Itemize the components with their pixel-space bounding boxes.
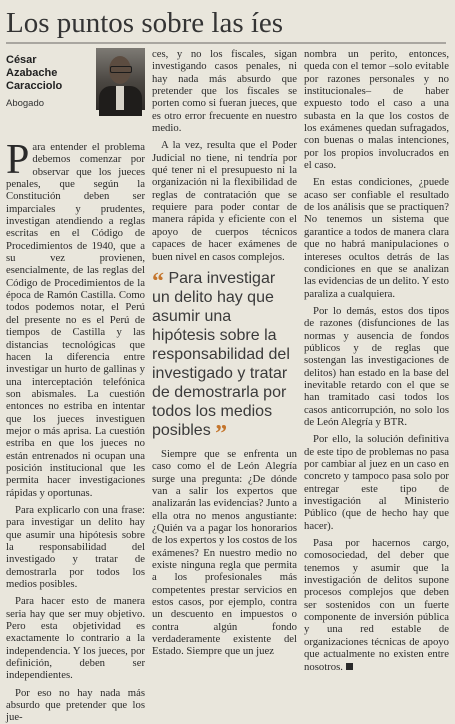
- article-paragraph: En estas condiciones, ¿puede acaso ser confiable el resultado de los análisis que se practiquen? No tenemos un sistema que garantice a todos de manera clara que no habrá manipulaciones o intereses ocultos detrás de las condiciones en que se analizan las evidencias de un delito. Y esto paraliza a cualquiera.: [304, 176, 449, 300]
- article-paragraph: Para hacer esto de manera seria hay que ser muy objetivo. Pero esta objetividad es exactamente lo contrario a la independencia. Y los jueces, por definición, deben ser independientes.: [6, 595, 145, 682]
- author-name-line: César: [6, 54, 37, 66]
- author-block: [6, 48, 145, 138]
- article-paragraph: nombra un perito, entonces, queda con el temor –solo evitable por razones personales y no institucionales– de haber expuesto todo el caso a una subasta en la que los costos de los exámenes quedan sufragados, con buenas o malas intenciones, por los propios involucrados en el caso.: [304, 48, 449, 172]
- headline: Los puntos sobre las íes: [6, 7, 284, 39]
- end-mark-icon: [346, 663, 353, 670]
- article-paragraph: Por eso no hay nada más absurdo que pretender que los jue-: [6, 686, 145, 724]
- paragraph-text: ara entender el problema debemos comenzar por observar que los jueces penales, que según la Constitución deben ser imparciales y prudentes, investigan atendiendo a reglas escritas en el Código de Procedimientos de 1940, que a su vez provienen, esencialmente, de las reglas del Código de Procedimientos de la época de Ramón Castilla. Como todos podemos notar, el Perú del presente no es el Perú de tiempos de Castilla y las distancias tecnológicas que hacen la diferencia entre investigar un hurto de gallinas y una interceptación telefónica son abismales. La cuestión entonces no estriba en intentar que los jueces investiguen mejor o más aprisa. La cuestión estriba en que los jueces no están entrenados ni ocupan una posición institucional que les permita hacer investigaciones rápidas y oportunas.: [6, 141, 145, 499]
- article-paragraph: Para explicarlo con una frase: para investigar un delito hay que asumir una hipótesis sobre la responsabilidad del investigado y tratar de demostrarla por todos los medios posibles.: [6, 503, 145, 591]
- article-paragraph: Por ello, la solución definitiva de este tipo de problemas no pasa por cambiar al juez en un caso en concreto y tampoco pasa solo por entregar este tipo de investigación al Ministerio Público (que de hecho hay que hacer).: [304, 433, 449, 532]
- close-quote-mark: ”: [215, 420, 228, 447]
- article-paragraph: [6, 137, 145, 499]
- column-1: [6, 48, 145, 724]
- paragraph-text: Pasa por hacernos cargo, comosociedad, del deber que tenemos y asumir que la investigación de delitos supone procesos complejos que deben ser sostenidos con un fuerte componente de inversión pública y una red estable de organizaciones técnicas de apoyo que actualmente no existen entre nosotros.: [304, 537, 449, 673]
- author-role: Abogado: [6, 98, 45, 109]
- article-paragraph: Siempre que se enfrenta un caso como el de León Alegría surge una pregunta: ¿De dónde van a salir los expertos que analizarán las evidencias? Junto a ella otra no menos angustiante: ¿Quién va a pagar los honorarios de los expertos y los costos de los exámenes? En nuestro medio no existe ninguna regla que permita a los profesionales más competentes prestar servicios en estos casos, por ejemplo, contra un descuento en impuestos o contra algún fondo verdaderamente existente del Estado. Siempre que un juez: [152, 447, 297, 658]
- open-quote-mark: “: [152, 268, 164, 295]
- pull-quote: [152, 268, 297, 447]
- article-paragraph: A la vez, resulta que el Poder Judicial no tiene, ni tendría por qué tener ni el presupuesto ni la organización ni la flexibilidad de reglas de contratación que se requiere para poder contar de manera rápida y eficiente con el apoyo de cuerpos técnicos capaces de hacer exámenes de buen nivel en casos complejos.: [152, 139, 297, 263]
- photo-glasses: [110, 66, 132, 73]
- headline-rule: [6, 42, 446, 44]
- article-paragraph: [304, 537, 449, 673]
- article-paragraph: ces, y no los fiscales, sigan investigando casos penales, ni hay nada más absurdo que pretender que los fiscales se porten como si fueran jueces, que es otro error frecuente en nuestro medio.: [152, 48, 297, 135]
- pull-quote-text: Para investigar un delito hay que asumir una hipótesis sobre la responsabilidad del investigado y tratar de demostrarla por todos los medios posibles: [152, 269, 290, 439]
- photo-shirt: [116, 86, 124, 110]
- article-paragraph: Por lo demás, estos dos tipos de razones (disfunciones de las normas y ausencia de fondos públicos y de reglas que sostengan las investigaciones de delitos) han estado en la base del inevitable retardo con el que se han tramitado casi todos los casos anticorrupción, no solo los de León Alegría y BTR.: [304, 304, 449, 428]
- author-name: [6, 54, 96, 93]
- author-photo: [96, 48, 145, 110]
- author-name-line: Caracciolo: [6, 80, 63, 92]
- author-name-line: Azabache: [6, 67, 58, 79]
- drop-cap: P: [6, 137, 30, 183]
- column-3: [304, 48, 449, 673]
- column-2: [152, 48, 297, 658]
